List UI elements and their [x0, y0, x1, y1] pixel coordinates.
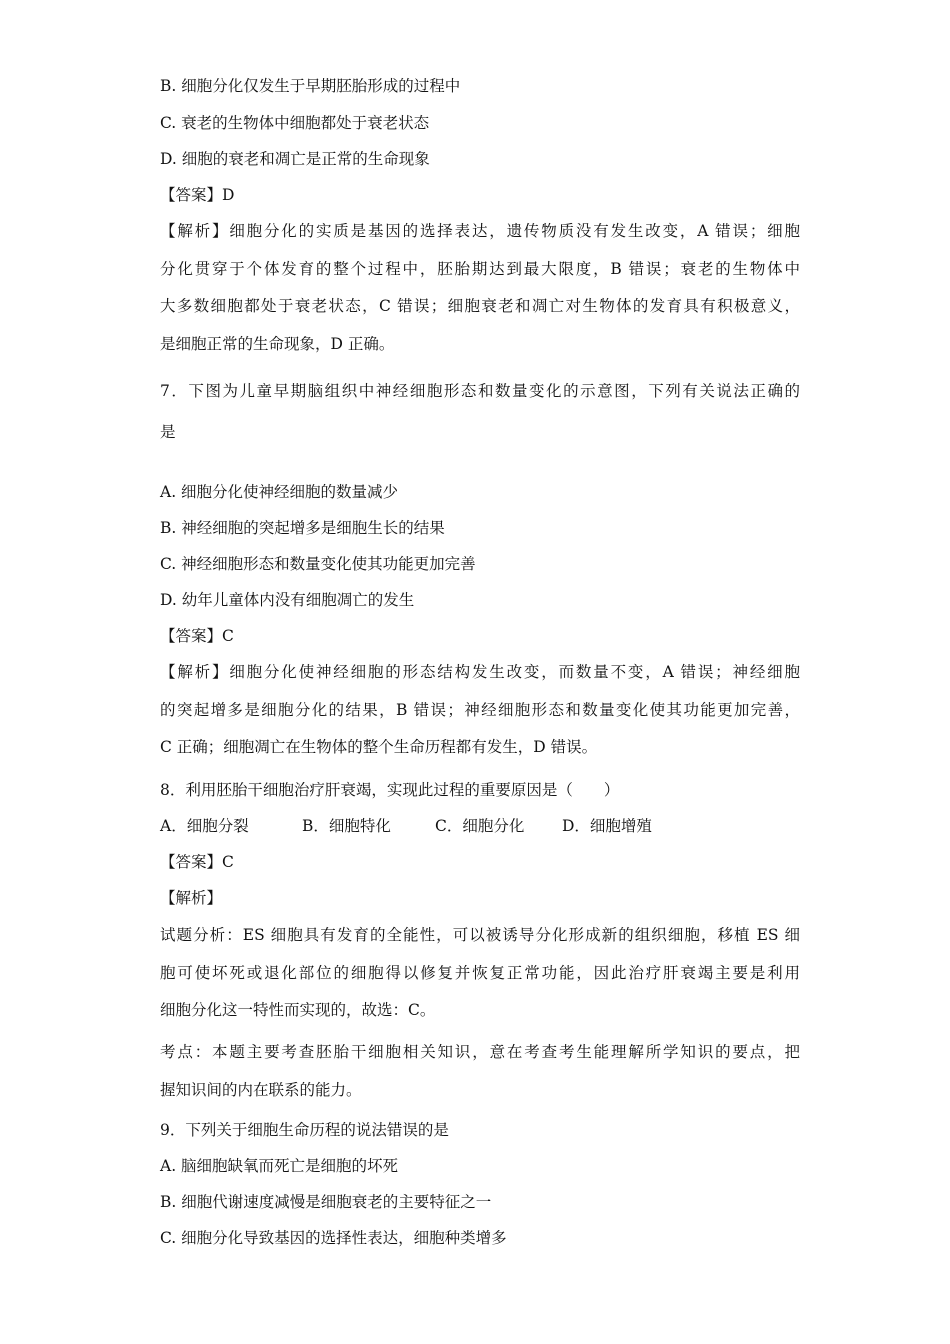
- q9-stem: 9．下列关于细胞生命历程的说法错误的是: [160, 1121, 449, 1139]
- q7-stem-line: 7．下图为儿童早期脑组织中神经细胞形态和数量变化的示意图，下列有关说法正确的: [160, 382, 800, 400]
- q8-kaodian-line: 考点：本题主要考查胚胎干细胞相关知识，意在考查考生能理解所学知识的要点，把: [160, 1043, 800, 1061]
- q8-analysis-line: 细胞分化这一特性而实现的，故选：C。: [160, 1001, 436, 1019]
- q7-analysis-line: 【解析】细胞分化使神经细胞的形态结构发生改变，而数量不变，A 错误；神经细胞: [160, 663, 800, 681]
- q9-option-a: A. 脑细胞缺氧而死亡是细胞的坏死: [160, 1157, 399, 1175]
- q8-option-a: A．细胞分裂: [160, 817, 249, 835]
- q8-analysis-line: 胞可使坏死或退化部位的细胞得以修复并恢复正常功能，因此治疗肝衰竭主要是利用: [160, 963, 800, 982]
- q8-answer: 【答案】C: [160, 853, 234, 871]
- q8-option-c: C．细胞分化: [435, 817, 525, 835]
- q6-analysis-line: 【解析】细胞分化的实质是基因的选择表达，遗传物质没有发生改变，A 错误；细胞: [160, 222, 800, 240]
- q7-option-a: A. 细胞分化使神经细胞的数量减少: [160, 483, 399, 501]
- q8-analysis: [160, 925, 800, 1020]
- q8-analysis-heading: 【解析】: [160, 889, 223, 907]
- q6-option-d: D. 细胞的衰老和凋亡是正常的生命现象: [160, 150, 430, 168]
- q7-analysis-line: C 正确；细胞凋亡在生物体的整个生命历程都有发生，D 错误。: [160, 738, 598, 756]
- q6-analysis-line: 分化贯穿于个体发育的整个过程中，胚胎期达到最大限度，B 错误；衰老的生物体中: [160, 259, 800, 278]
- q6-option-c: C. 衰老的生物体中细胞都处于衰老状态: [160, 114, 430, 132]
- q8-kaodian: [160, 1042, 800, 1100]
- q7-option-b: B. 神经细胞的突起增多是细胞生长的结果: [160, 519, 445, 537]
- q8-option-b: B．细胞特化: [302, 817, 391, 835]
- q6-analysis: [160, 221, 800, 354]
- q7-option-d: D. 幼年儿童体内没有细胞凋亡的发生: [160, 591, 415, 609]
- q6-answer: 【答案】D: [160, 186, 235, 204]
- q7-stem-line: 是: [160, 423, 176, 441]
- q6-option-b: B. 细胞分化仅发生于早期胚胎形成的过程中: [160, 77, 461, 95]
- q7-option-c: C. 神经细胞形态和数量变化使其功能更加完善: [160, 555, 476, 573]
- q8-kaodian-line: 握知识间的内在联系的能力。: [160, 1080, 362, 1099]
- q8-analysis-line: 试题分析：ES 细胞具有发育的全能性，可以被诱导分化形成新的组织细胞，移植 ES 细: [160, 926, 800, 944]
- q9-option-c: C. 细胞分化导致基因的选择性表达，细胞种类增多: [160, 1229, 507, 1247]
- q6-analysis-line: 大多数细胞都处于衰老状态，C 错误；细胞衰老和凋亡对生物体的发育具有积极意义，: [160, 297, 800, 315]
- q6-analysis-line: 是细胞正常的生命现象，D 正确。: [160, 334, 395, 353]
- q7-analysis: [160, 662, 800, 757]
- q7-analysis-line: 的突起增多是细胞分化的结果，B 错误；神经细胞形态和数量变化使其功能更加完善，: [160, 700, 800, 719]
- q8-option-d: D．细胞增殖: [562, 817, 652, 835]
- q7-answer: 【答案】C: [160, 627, 234, 645]
- q8-stem: 8．利用胚胎干细胞治疗肝衰竭，实现此过程的重要原因是（ ）: [160, 781, 620, 799]
- q7-stem: [160, 381, 800, 442]
- q9-option-b: B. 细胞代谢速度减慢是细胞衰老的主要特征之一: [160, 1193, 492, 1211]
